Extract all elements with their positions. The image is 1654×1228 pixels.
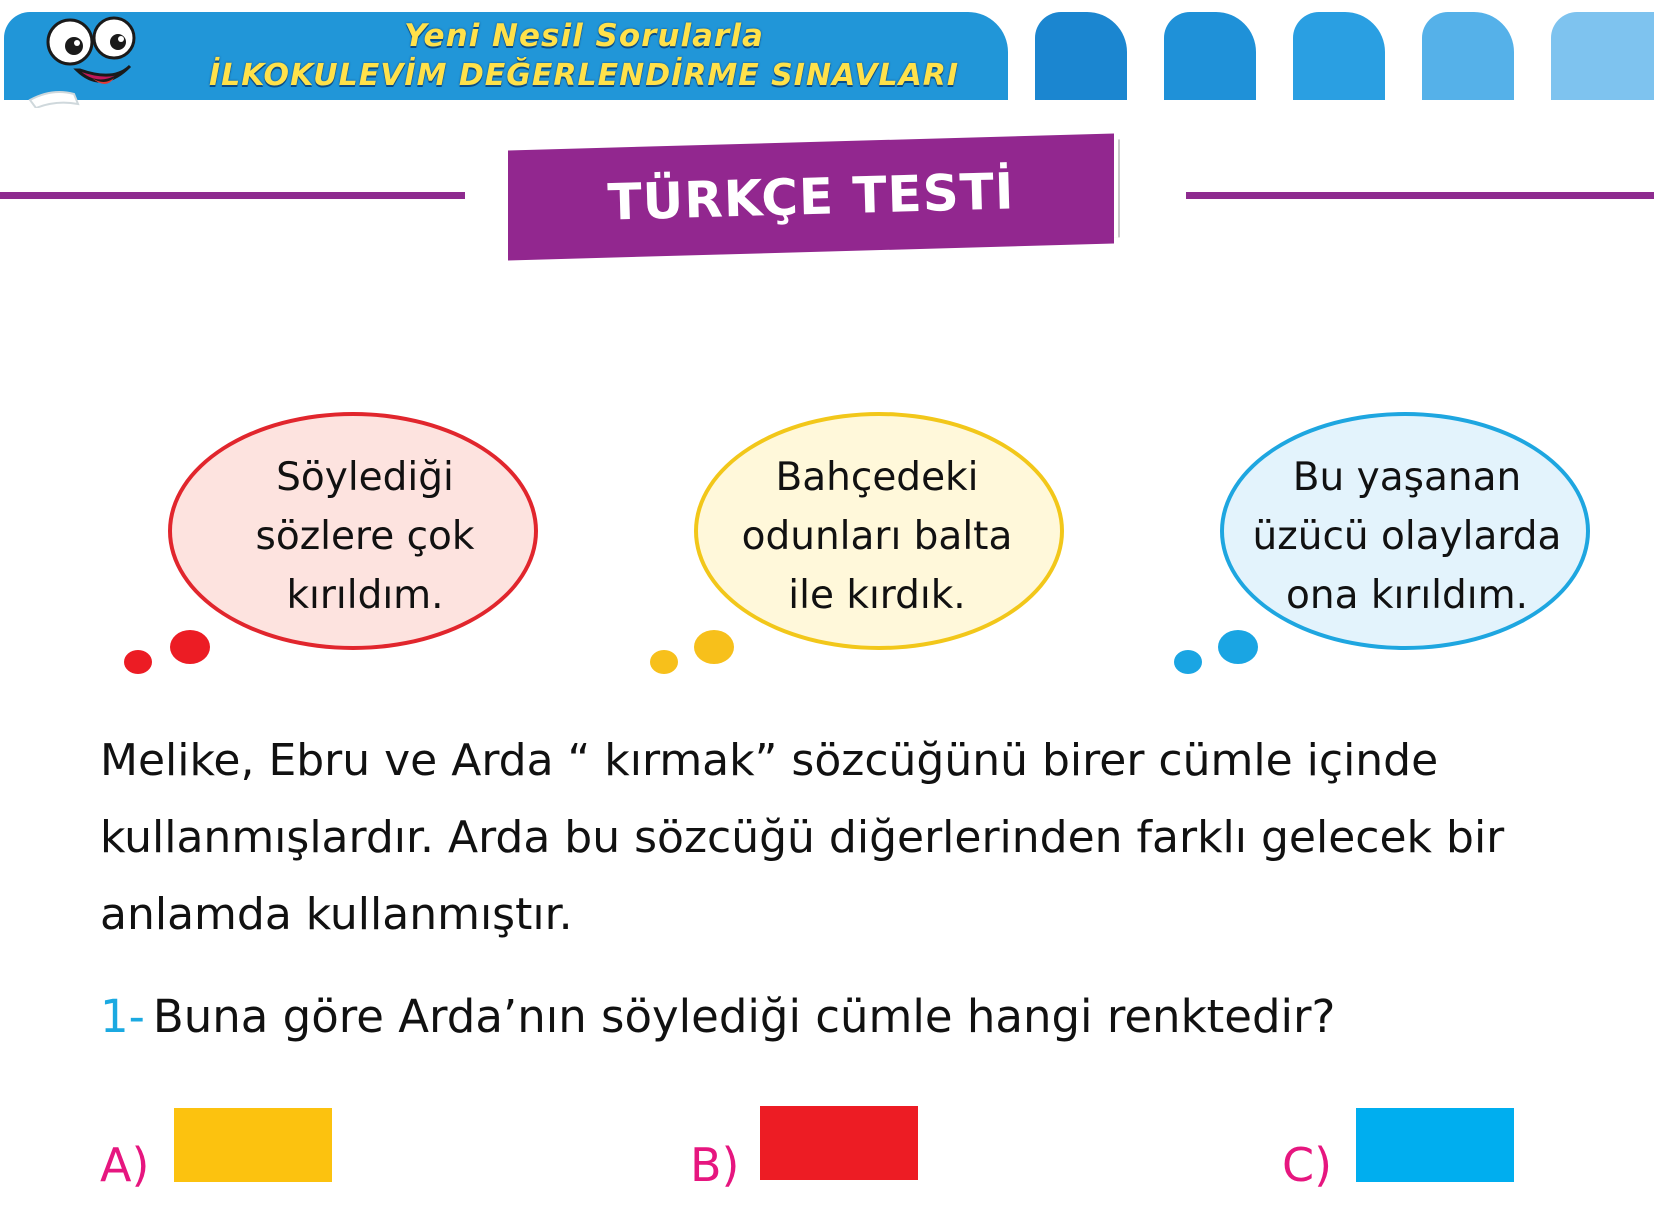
header-tab-3	[1293, 12, 1385, 100]
title-rule-left	[0, 192, 465, 199]
page-title: TÜRKÇE TESTİ	[606, 162, 1016, 232]
header-tab-2	[1164, 12, 1256, 100]
banner-subtitle: Yeni Nesil Sorularla	[404, 18, 764, 54]
speech-bubble-red-text: Söylediği sözlere çok kırıldım.	[255, 455, 475, 618]
question-text: Buna göre Arda’nın söylediği cümle hangi renktedir?	[152, 990, 1336, 1043]
header-tab-5	[1551, 12, 1654, 100]
option-b-swatch[interactable]	[760, 1106, 918, 1180]
header-tab-1	[1035, 12, 1127, 100]
bubble-dot-blue-large	[1218, 630, 1258, 664]
mascot-face-icon	[22, 8, 152, 108]
bubble-dot-red-small	[124, 650, 152, 674]
option-b-label[interactable]: B)	[690, 1138, 740, 1192]
bubble-dot-yellow-large	[694, 630, 734, 664]
speech-bubble-yellow-text: Bahçedeki odunları balta ile kırdık.	[741, 455, 1013, 618]
option-c-label[interactable]: C)	[1282, 1138, 1333, 1192]
question-stem	[100, 990, 1560, 1043]
option-c-swatch[interactable]	[1356, 1108, 1514, 1182]
bubble-dot-red-large	[170, 630, 210, 664]
bubble-dot-yellow-small	[650, 650, 678, 674]
banner-title: İLKOKULEVİM DEĞERLENDİRME SINAVLARI	[208, 58, 960, 93]
question-number: 1-	[100, 990, 145, 1043]
header-tab-4	[1422, 12, 1514, 100]
speech-bubble-blue-text: Bu yaşanan üzücü olaylarda ona kırıldım.	[1252, 455, 1562, 618]
question-passage: Melike, Ebru ve Arda “ kırmak” sözcüğünü birer cümle içinde kullanmışlardır. Arda bu sözcüğü diğerlerinden farklı gelecek bir anlamda kullanmıştır.	[100, 735, 1505, 940]
header-banner	[4, 12, 1008, 100]
option-a-label[interactable]: A)	[100, 1138, 150, 1192]
option-a-swatch[interactable]	[174, 1108, 332, 1182]
title-rule-right	[1186, 192, 1654, 199]
bubble-dot-blue-small	[1174, 650, 1202, 674]
